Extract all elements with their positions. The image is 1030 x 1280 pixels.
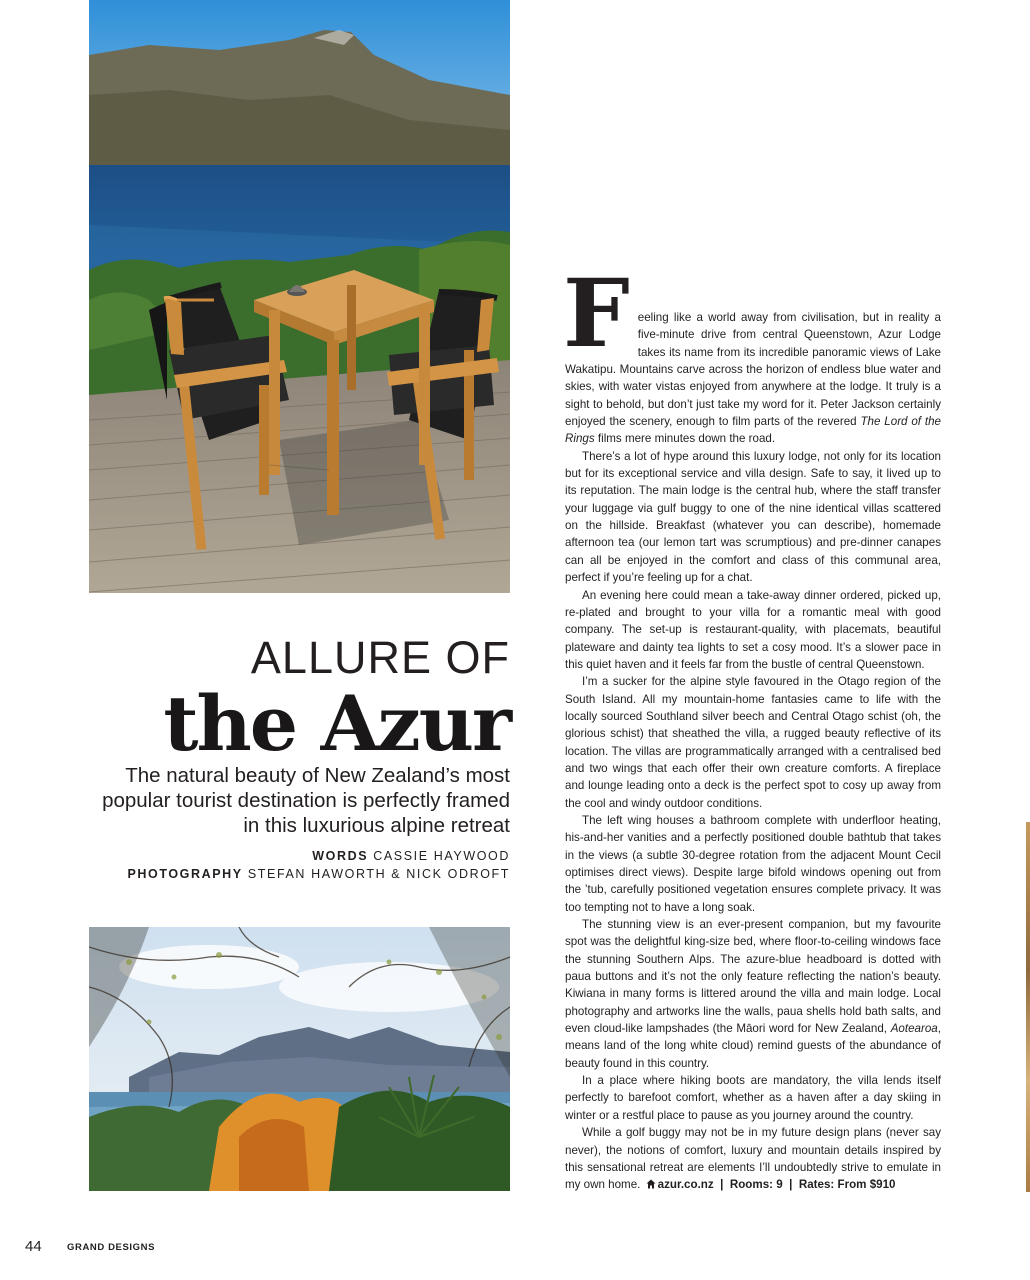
credit-words	[90, 847, 510, 865]
paragraph-6-text: The stunning view is an ever-present companion, but my favourite spot was the delightful king-size bed, where floor-to-ceiling windows face the stunning Southern Alps. The azure-blue headboard is dotted with paua buttons and it’s not the only feature reflecting the nation’s beauty. Kiwiana in many forms is littered around the villa and main lodge. Local photography and artworks line the walls, paua shells hold bath salts, and even cloud-like lampshades (the Māori word for New Zealand,	[565, 918, 941, 1036]
credit-words-name: CASSIE HAYWOOD	[373, 849, 510, 863]
info-website[interactable]: azur.co.nz	[657, 1178, 714, 1192]
maori-word: Aotearoa	[890, 1022, 938, 1036]
info-separator: |	[720, 1178, 724, 1192]
headline-kicker: ALLURE OF	[250, 632, 510, 683]
credit-photo-label: PHOTOGRAPHY	[127, 867, 243, 881]
headline-block	[60, 632, 510, 768]
article-paragraph-3: An evening here could mean a take-away dinner ordered, picked up, re-plated and brought to your villa for a romantic meal with good company. The set-up is restaurant-quality, with placemats, beautiful plateware and dainty tea lights to set a cosy mood. It’s a slower pace in this quiet haven and it feels far from the bustle of central Queenstown.	[565, 588, 941, 671]
article-paragraph-5: The left wing houses a bathroom complete with underfloor heating, his-and-her vanities and a perfectly positioned double bathtub that takes in the views (a subtle 30-degree rotation from the adjacent Mount Cecil optimises direct views). Despite large bifold windows opening out from the ’tub, carefully positioned vegetation ensures complete privacy. It was too tempting not to have a long soak.	[565, 813, 941, 914]
credit-photography	[90, 865, 510, 883]
lake-view-photo	[89, 927, 510, 1191]
credit-words-label: WORDS	[312, 849, 369, 863]
home-icon	[646, 1179, 656, 1189]
page-number: 44	[25, 1238, 42, 1255]
article-paragraph-8	[565, 1124, 941, 1193]
film-title: The Lord of the Rings	[565, 415, 941, 446]
info-line	[644, 1178, 896, 1191]
magazine-name: GRAND DESIGNS	[67, 1242, 156, 1253]
terrace-table-photo	[89, 0, 510, 593]
article-paragraph-2: There’s a lot of hype around this luxury lodge, not only for its location but for its exceptional service and villa design. Safe to say, it lived up to its reputation. The main lodge is the central hub, where the staff transfer your luggage via gulf buggy to one of the nine identical villas scattered on the hillside. Breakfast (whatever you can describe), homemade afternoon tea (our lemon tart was scrumptious) and pre-dinner canapes can all be enjoyed in the comfort and class of this communal area, perfect if you’re feeling up for a chat.	[565, 449, 941, 585]
article-paragraph-7: In a place where hiking boots are mandatory, the villa lends itself perfectly to barefoot comfort, whether as a haven after a day skiing in winter or a restful place to pause as you journey around the country.	[565, 1074, 941, 1122]
drop-cap: F	[563, 259, 630, 369]
paragraph-1-end: films mere minutes down the road.	[597, 432, 776, 446]
credits	[90, 847, 510, 883]
article-paragraph-6	[565, 916, 941, 1072]
paragraph-6-end: , means land of the long white cloud) remind guests of the abundance of beauty found in this country.	[565, 1022, 941, 1070]
next-page-edge	[1026, 822, 1030, 1192]
info-rooms: Rooms: 9	[729, 1178, 783, 1192]
paragraph-8-text: While a golf buggy may not be in my future design plans (never say never), the notions of comfort, luxury and mountain details inspired by this sensational retreat are elements I’ll undoubtedly strive to emulate in my own home.	[565, 1126, 941, 1192]
info-rates: Rates: From $910	[798, 1178, 896, 1192]
headline-title: the Azur	[163, 679, 510, 768]
article-paragraph-4: I’m a sucker for the alpine style favoured in the Otago region of the South Island. All my mountain-home fantasies came to life with the locally sourced Southland silver beech and Central Otago schist (oh, the glorious schist) that sheathed the villa, a rugged beauty reflective of its location. The villas are programmatically arranged with a centralised bed and two wings that each offer their own creature comforts. A fireplace and lounge leading onto a deck is the perfect spot to cosy up away from the cool and windy outdoor conditions.	[565, 675, 941, 810]
article-body	[563, 259, 941, 1194]
paragraph-1-text: eeling like a world away from civilisation, but in reality a five-minute drive from central Queenstown, Azur Lodge takes its name from its incredible panoramic views of Lake Wakatipu. Mountains carve across the horizon of endless blue water and skies, with water vistas enjoyed from anywhere at the lodge. It truly is a sight to behold, but don’t just take my word for it. Peter Jackson certainly enjoyed the scenery, enough to film parts of the revered	[565, 311, 941, 429]
info-separator: |	[789, 1178, 793, 1192]
credit-photo-name: STEFAN HAWORTH & NICK ODROFT	[247, 867, 510, 881]
standfirst: The natural beauty of New Zealand’s most popular tourist destination is perfectly framed in this luxurious alpine retreat	[102, 764, 510, 837]
